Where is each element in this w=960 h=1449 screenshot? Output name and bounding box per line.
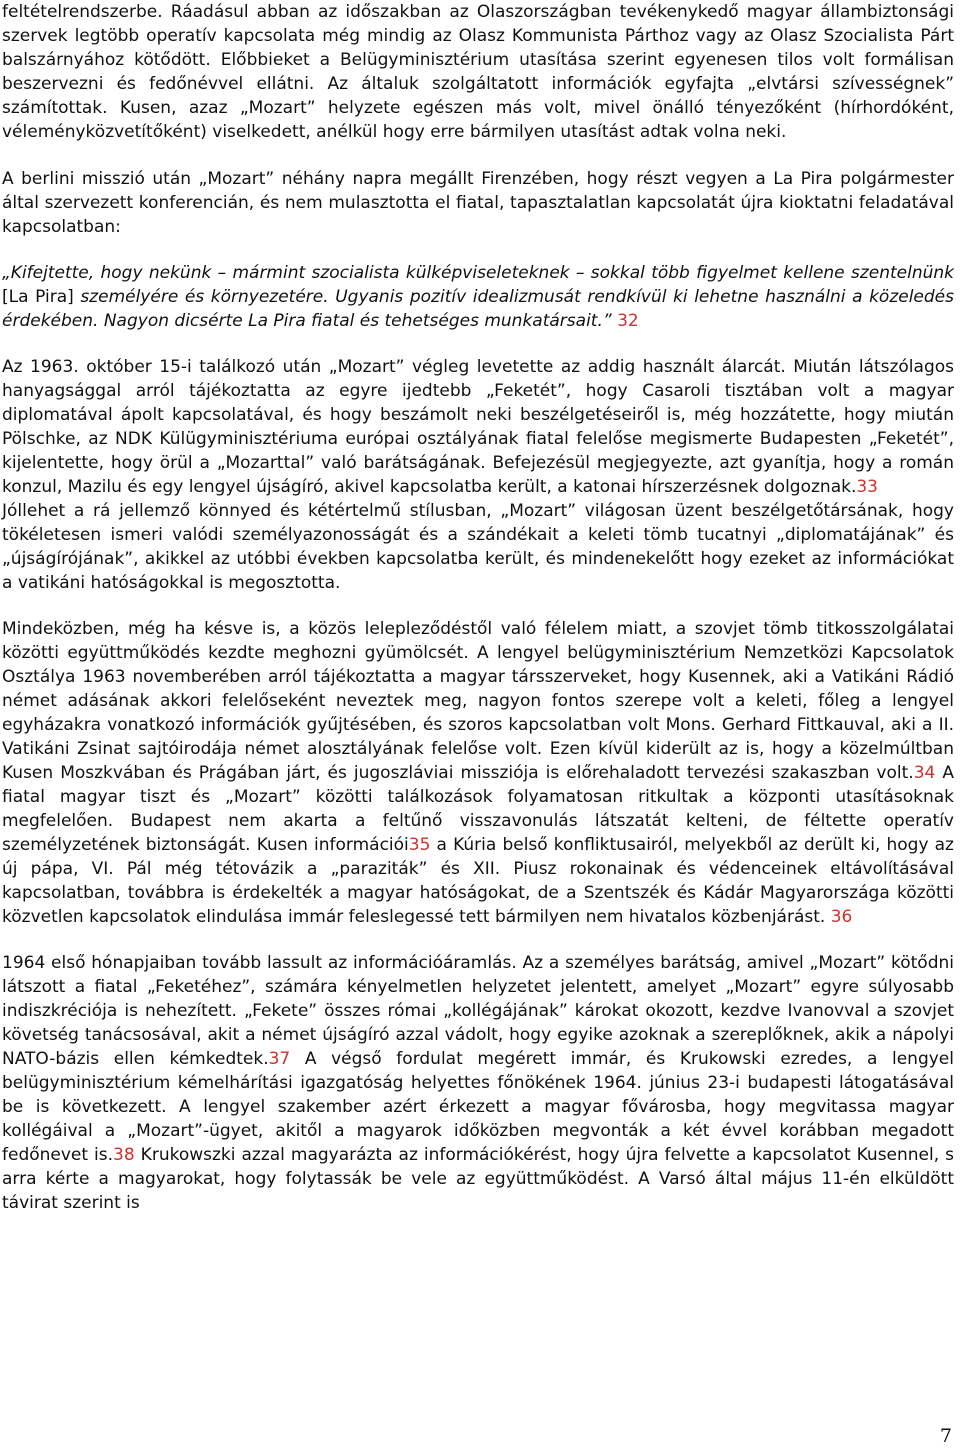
footnote-ref-37[interactable]: 37 <box>268 1049 291 1069</box>
paragraph-4 <box>2 355 954 595</box>
paragraph-2-text: A berlini misszió után „Mozart” néhány napra megállt Firenzében, hogy részt vegyen a La Pira polgármester által szervezett konferencián, és nem mulasztotta el fiatal, tapasztalatlan kapcsolatát újra kioktatni feladatával kapcsolatban: <box>2 169 954 237</box>
paragraph-6-text-a: 1964 első hónapjaiban tovább lassult az információáramlás. Az a személyes barátság, amivel „Mozart” kötődni látszott a fiatal „Feketéhez”, számára kényelmetlen helyzetet jelentett, amelyet „Mozart” egyre súlyosabb indiszkréciója is nehezített. „Fekete” összes római „kollégájának” károkat okozott, kezdve Ivanovval a szovjet követség tanácsosával, akit a német újságíró azzal vádolt, hogy egyike azoknak a szereplőknek, akik a nápolyi NATO-bázis ellen kémkedtek. <box>2 953 954 1069</box>
paragraph-5-text-b: A fiatal magyar tiszt és „Mozart” közötti találkozások folyamatosan ritkultak a központi utasításoknak megfelelően. Budapest nem akarta a feltűnő visszavonulás látszatát kelteni, de féltette operatív személyzetének biztonságát. Kusen információi <box>2 763 954 855</box>
paragraph-spacer <box>2 239 954 261</box>
paragraph-1 <box>2 0 954 144</box>
footnote-ref-34[interactable]: 34 <box>913 763 936 783</box>
footnote-ref-38[interactable]: 38 <box>113 1145 135 1165</box>
paragraph-spacer <box>2 929 954 951</box>
paragraph-5-text-a: Mindeközben, még ha késve is, a közös lelepleződéstől való félelem miatt, a szovjet tömb titkosszolgálatai közötti együttműködés kezdte meghozni gyümölcsét. A lengyel belügyminisztérium Nemzetközi Kapcsolatok Osztálya 1963 novemberében arról tájékoztatta a magyar társszerveket, hogy Kusennek, aki a Vatikáni Rádió német adásának akkori felelőseként neveztek meg, nagyon fontos szerepe volt a keleti, főleg a lengyel egyházakra vonatkozó információk gyűjtésében, és szoros kapcsolatban volt Mons. Gerhard Fittkauval, aki a II. Vatikáni Zsinat sajtóirodája német alosztályának felelőse volt. Ezen kívül kiderült az is, hogy a közelmúltban Kusen Moszkvában és Prágában járt, és jugoszláviai missziója is előrehaladott tervezési szakaszban volt. <box>2 619 954 783</box>
page-number: 7 <box>939 1425 952 1447</box>
paragraph-1-text: feltételrendszerbe. Ráadásul abban az időszakban az Olaszországban tevékenykedő magyar állambiztonsági szervek legtöbb operatív kapcsolata még mindig az Olasz Kommunista Párthoz vagy az Olasz Szocialista Párt balszárnyához kötődött. Előbbieket a Belügyminisztérium utasítása szerint egyenesen tilos volt formálisan beszervezni és fedőnévvel ellátni. Az általuk szolgáltatott információk egyfajta „elvtársi szívességnek” számítottak. Kusen, azaz „Mozart” helyzete egészen más volt, mivel önálló tényezőként (hírhordóként, véleményközvetítőként) viselkedett, anélkül hogy erre bármilyen utasítást adtak volna neki. <box>2 2 954 142</box>
paragraph-5 <box>2 617 954 929</box>
footnote-ref-36[interactable]: 36 <box>830 907 853 927</box>
quote-insertion: [La Pira] <box>2 287 74 307</box>
footnote-ref-33[interactable]: 33 <box>856 477 878 497</box>
paragraph-spacer <box>2 144 954 167</box>
document-page <box>2 0 954 1215</box>
footnote-ref-35[interactable]: 35 <box>408 835 431 855</box>
paragraph-4-text-b: Jóllehet a rá jellemző könnyed és kétértelmű stílusban, „Mozart” világosan üzent beszélgetőtársának, hogy tökéletesen ismeri valódi személyazonosságát és a szándékait a keleti tömb tucatnyi „diplomatájának” és „újságírójának”, akikkel az utóbbi években kapcsolatba került, és mindenekelőtt hogy ezeket az információkat a vatikáni hatóságokkal is megosztotta. <box>2 501 954 593</box>
paragraph-6-text-b: A végső fordulat megérett immár, és Krukowski ezredes, a lengyel belügyminisztérium kémelhárítási igazgatóság helyettes főnökének 1964. június 23-i budapesti látogatásával be is következett. A lengyel szakember azért érkezett a magyar fővárosba, hogy megvitassa magyar kollégáival a „Mozart”-ügyet, akitől a magyarok időközben megvonták a két évvel korábban megadott fedőnevet is. <box>2 1049 954 1165</box>
paragraph-2 <box>2 167 954 239</box>
paragraph-4-text-a: Az 1963. október 15-i találkozó után „Mozart” végleg levetette az addig használt álarcát. Miután látszólagos hanyagsággal arról tájékoztatta az egyre ijedtebb „Feketét”, hogy Casaroli tisztában volt a magyar diplomatával ápolt kapcsolatával, és hogy beszámolt neki beszélgetéseiről is, még hozzátette, hogy miután Pölschke, az NDK Külügyminisztériuma európai osztályának fiatal felelőse megismerte Budapesten „Feketét”, kijelentette, hogy örül a „Mozarttal” való barátságának. Befejezésül megjegyezte, azt gyanítja, hogy a román konzul, Mazilu és egy lengyel újságíró, akivel kapcsolatba került, a katonai hírszerzésnek dolgoznak. <box>2 357 954 497</box>
paragraph-spacer <box>2 595 954 617</box>
paragraph-6 <box>2 951 954 1215</box>
quote-text-end: személyére és környezetére. Ugyanis pozitív idealizmusát rendkívül ki lehetne használni a közeledés érdekében. Nagyon dicsérte La Pira fiatal és tehetséges munkatársait.” <box>2 287 954 331</box>
paragraph-spacer <box>2 333 954 355</box>
quote-text-start: „Kifejtette, hogy nekünk – mármint szocialista külképviseleteknek – sokkal több figyelmet kellene szentelnünk <box>2 263 954 283</box>
footnote-ref-32[interactable]: 32 <box>617 311 639 331</box>
paragraph-6-text-c: Krukowszki azzal magyarázta az információkérést, hogy újra felvette a kapcsolatot Kusennel, s arra kérte a magyarokat, hogy folytassák be vele az együttműködést. A Varsó által május 11-én elküldött távirat szerint is <box>2 1145 954 1213</box>
paragraph-5-text-c: a Kúria belső konfliktusairól, melyekből az derült ki, hogy az új pápa, VI. Pál még tétovázik a „paraziták” és XII. Piusz rokonainak és védenceinek eltávolításával kapcsolatban, továbbra is érdekelték a magyar hatóságokat, de a Szentszék és Kádár Magyarországa közötti közvetlen kapcsolatok elindulása immár feleslegessé tett bármilyen nem hivatalos közbenjárást. <box>2 835 954 927</box>
block-quote <box>2 261 954 333</box>
